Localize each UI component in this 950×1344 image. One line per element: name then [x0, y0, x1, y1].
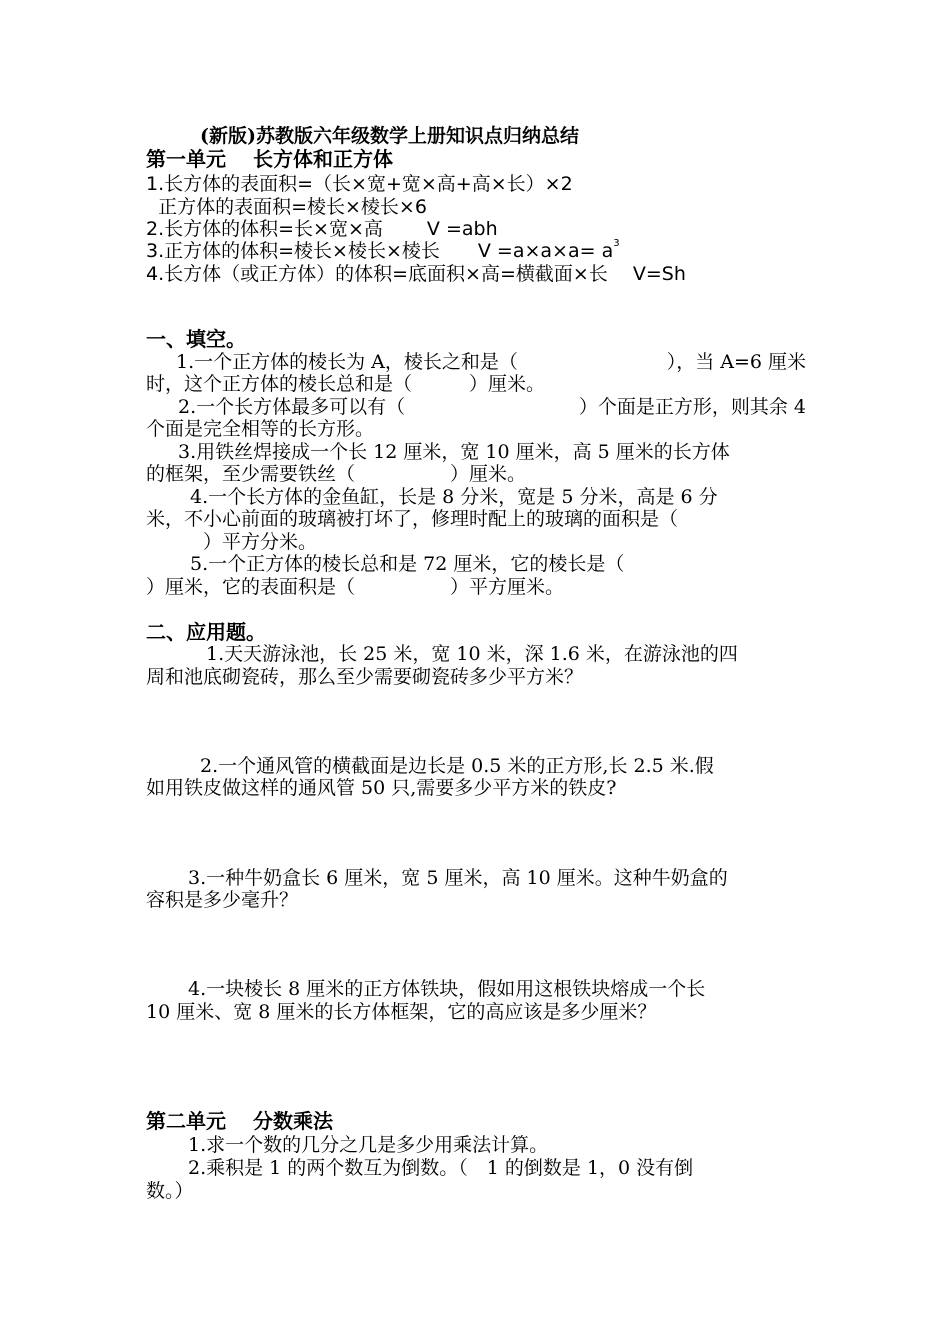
question-line: 3.用铁丝焊接成一个长 12 厘米，宽 10 厘米，高 5 厘米的长方体 — [178, 441, 730, 463]
unit1-heading: 第一单元 长方体和正方体 — [146, 147, 393, 171]
unit2-line: 数。） — [146, 1180, 194, 1202]
formula-line: 正方体的表面积=棱长×棱长×6 — [146, 196, 427, 218]
problem-line: 周和池底砌瓷砖，那么至少需要砌瓷砖多少平方米？ — [146, 666, 584, 688]
question-line: 米，不小心前面的玻璃被打坏了，修理时配上的玻璃的面积是（ — [146, 508, 679, 530]
unit2-heading: 第二单元 分数乘法 — [146, 1109, 333, 1133]
question-line: 4.一个长方体的金鱼缸，长是 8 分米，宽是 5 分米，高是 6 分 — [190, 486, 718, 508]
problem-line: 容积是多少毫升？ — [146, 889, 299, 911]
problem-line: 1.天天游泳池，长 25 米，宽 10 米，深 1.6 米，在游泳池的四 — [206, 643, 738, 665]
question-line: 的框架，至少需要铁丝（ ）厘米。 — [146, 463, 527, 485]
formula-line: 4.长方体（或正方体）的体积=底面积×高=横截面×长 V=Sh — [146, 263, 686, 285]
problem-line: 10 厘米、宽 8 厘米的长方体框架，它的高应该是多少厘米？ — [146, 1001, 657, 1023]
question-text: 2.一个长方体最多可以有（ — [178, 396, 406, 418]
question-line: ）平方分米。 — [146, 531, 318, 553]
cube-exponent: 3 — [613, 238, 620, 249]
question-line: 5.一个正方体的棱长总和是 72 厘米，它的棱长是（ — [190, 553, 625, 575]
problem-line: 3.一种牛奶盒长 6 厘米，宽 5 厘米，高 10 厘米。这种牛奶盒的 — [188, 867, 728, 889]
document-title: (新版)苏教版六年级数学上册知识点归纳总结 — [200, 125, 579, 147]
question-text: 1.一个正方体的棱长为 A，棱长之和是（ — [176, 351, 518, 373]
formula-line: 1.长方体的表面积=（长×宽+宽×高+高×长）×2 — [146, 173, 573, 195]
question-line: 时，这个正方体的棱长总和是（ ）厘米。 — [146, 373, 546, 395]
problem-line: 2.一个通风管的横截面是边长是 0.5 米的正方形,长 2.5 米.假 — [200, 755, 714, 777]
problem-line: 4.一块棱长 8 厘米的正方体铁块，假如用这根铁块熔成一个长 — [188, 978, 706, 1000]
question-line — [176, 350, 806, 374]
problem-line: 如用铁皮做这样的通风管 50 只,需要多少平方米的铁皮? — [146, 777, 617, 799]
formula-text: 3.正方体的体积=棱长×棱长×棱长 V =a×a×a= a — [146, 240, 614, 262]
unit2-line: 1.求一个数的几分之几是多少用乘法计算。 — [188, 1134, 549, 1156]
formula-line — [146, 239, 620, 263]
section-fill-heading: 一、填空。 — [146, 327, 246, 351]
question-line: 个面是完全相等的长方形。 — [146, 418, 375, 440]
unit2-line: 2.乘积是 1 的两个数互为倒数。（ 1 的倒数是 1，0 没有倒 — [188, 1157, 694, 1179]
question-line: ）厘米，它的表面积是（ ）平方厘米。 — [146, 576, 565, 598]
question-line — [178, 395, 806, 419]
question-text: ），当 A=6 厘米 — [666, 351, 806, 373]
question-text: ）个面是正方形，则其余 4 — [578, 396, 806, 418]
section-apply-heading: 二、应用题。 — [146, 620, 266, 644]
formula-line: 2.长方体的体积=长×宽×高 V =abh — [146, 218, 498, 240]
